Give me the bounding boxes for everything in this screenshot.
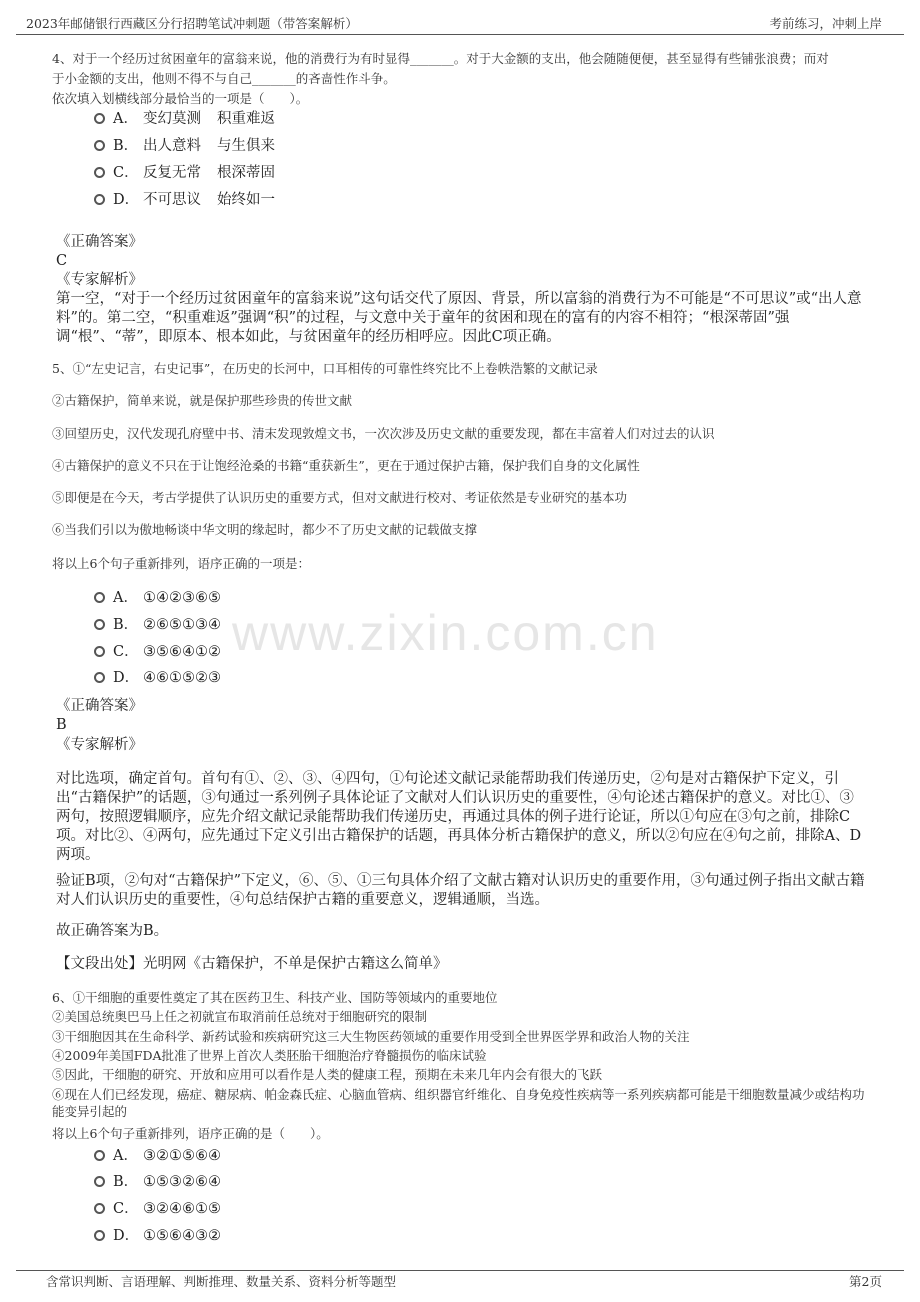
q6-option-b[interactable]: B． ①⑤③②⑥④ (92, 1172, 221, 1192)
q5-prompt: 将以上6个句子重新排列，语序正确的一项是： (52, 556, 310, 571)
q5-sentence-6: ⑥当我们引以为傲地畅谈中华文明的缘起时，都少不了历史文献的记载做支撑 (52, 522, 478, 537)
q5-analysis-paragraph-1: 对比选项，确定首句。首句有①、②、③、④四句，①句论述文献记录能帮助我们传递历史，②句是对古籍保护下定义，引出“古籍保护”的话题，③句通过一系列例子具体论证了文献对人们认识历史的重要性，④句论述古籍保护的意义。对比①、③两句，按照逻辑顺序，应先介绍文献记录能帮助我们传递历史，再通过具体的例子进行论证，所以①句应在③句之前，排除C项。对比②、④两句，应先通过下定义引出古籍保护的话题，再具体分析古籍保护的意义，所以②句应在④句之前，排除A、D两项。 (56, 771, 862, 863)
q5-sentence-1: 5、①“左史记言，右史记事”，在历史的长河中，口耳相传的可靠性终究比不上卷帙浩繁的文献记录 (52, 361, 598, 376)
radio-icon[interactable] (94, 619, 105, 630)
radio-icon[interactable] (94, 1203, 105, 1214)
q4-stem-line2: 于小金额的支出，他则不得不与自己_______的吝啬性作斗争。 (52, 71, 396, 86)
q5-analysis-label: 《专家解析》 (56, 737, 143, 753)
q5-sentence-5: ⑤即便是在今天，考古学提供了认识历史的重要方式，但对文献进行校对、考证依然是专业研究的基本功 (52, 490, 628, 505)
radio-icon[interactable] (94, 167, 105, 178)
q6-sentence-1: 6、①干细胞的重要性奠定了其在医药卫生、科技产业、国防等领域内的重要地位 (52, 990, 498, 1005)
q5-answer: B (56, 717, 67, 733)
page-header (0, 0, 920, 36)
radio-icon[interactable] (94, 1230, 105, 1241)
q4-option-c[interactable]: C． 反复无常 根深蒂固 (92, 163, 275, 183)
q4-option-d[interactable]: D． 不可思议 始终如一 (92, 190, 275, 210)
document-title: 2023年邮储银行西藏区分行招聘笔试冲刺题（带答案解析） (26, 16, 358, 31)
q6-sentence-6: ⑥现在人们已经发现，癌症、糖尿病、帕金森氏症、心脑血管病、组织器官纤维化、自身免疫性疾病等一系列疾病都可能是干细胞数量减少或结构功能变异引起的 (52, 1087, 865, 1119)
radio-icon[interactable] (94, 194, 105, 205)
watermark: www.zixin.com.cn (232, 605, 659, 661)
q4-stem-line1: 4、对于一个经历过贫困童年的富翁来说，他的消费行为有时显得_______。对于大金额的支出，他会随随便便，甚至显得有些铺张浪费；而对 (52, 51, 829, 66)
q6-sentence-4: ④2009年美国FDA批准了世界上首次人类胚胎干细胞治疗脊髓损伤的临床试验 (52, 1048, 487, 1063)
radio-icon[interactable] (94, 1176, 105, 1187)
q4-answer: C (56, 253, 68, 269)
q4-analysis: 第一空，“对于一个经历过贫困童年的富翁来说”这句话交代了原因、背景，所以富翁的消费行为不可能是“不可思议”或“出人意料”的。第二空，“积重难返”强调“积”的过程，与文意中关于童年的贫困和现在的富有的内容不相符；“根深蒂固”强调“根”、“蒂”，即原本、根本如此，与贫困童年的经历相呼应。因此C项正确。 (56, 291, 862, 345)
radio-icon[interactable] (94, 113, 105, 124)
q6-option-d[interactable]: D． ①⑤⑥④③② (92, 1226, 221, 1246)
radio-icon[interactable] (94, 592, 105, 603)
q5-option-b[interactable]: B． ②⑥⑤①③④ (92, 615, 221, 635)
q5-sentence-4: ④古籍保护的意义不只在于让饱经沧桑的书籍“重获新生”，更在于通过保护古籍，保护我们自身的文化属性 (52, 458, 640, 473)
page-number: 第2页 (849, 1274, 882, 1289)
q5-option-c[interactable]: C． ③⑤⑥④①② (92, 642, 221, 662)
q5-sentence-3: ③回望历史，汉代发现孔府壁中书、清末发现敦煌文书，一次次涉及历史文献的重要发现，都在丰富着人们对过去的认识 (52, 426, 715, 441)
radio-icon[interactable] (94, 1150, 105, 1161)
footer-categories: 含常识判断、言语理解、判断推理、数量关系、资料分析等题型 (46, 1274, 397, 1289)
q6-sentence-2: ②美国总统奥巴马上任之初就宣布取消前任总统对于细胞研究的限制 (52, 1009, 428, 1024)
q5-answer-label: 《正确答案》 (56, 698, 143, 714)
radio-icon[interactable] (94, 646, 105, 657)
q4-answer-label: 《正确答案》 (56, 234, 143, 250)
q5-option-a[interactable]: A． ①④②③⑥⑤ (92, 588, 221, 608)
q5-conclusion: 故正确答案为B。 (56, 923, 169, 939)
q5-option-d[interactable]: D． ④⑥①⑤②③ (92, 668, 221, 688)
q5-source: 【文段出处】光明网《古籍保护，不单是保护古籍这么简单》 (56, 956, 448, 972)
q6-sentence-5: ⑤因此，干细胞的研究、开放和应用可以看作是人类的健康工程，预期在未来几年内会有很大的飞跃 (52, 1067, 603, 1082)
radio-icon[interactable] (94, 140, 105, 151)
q6-sentence-3: ③干细胞因其在生命科学、新药试验和疾病研究这三大生物医药领域的重要作用受到全世界医学界和政治人物的关注 (52, 1029, 690, 1044)
q4-option-a[interactable]: A． 变幻莫测 积重难返 (92, 109, 275, 129)
q6-option-c[interactable]: C． ③②④⑥①⑤ (92, 1199, 221, 1219)
q4-analysis-label: 《专家解析》 (56, 272, 143, 288)
q5-analysis-paragraph-2: 验证B项，②句对“古籍保护”下定义，⑥、⑤、①三句具体介绍了文献古籍对认识历史的重要作用，③句通过例子指出文献古籍对人们认识历史的重要性，④句总结保护古籍的重要意义，逻辑通顺，当选。 (56, 873, 865, 908)
q4-stem-line3: 依次填入划横线部分最恰当的一项是（ ）。 (52, 91, 309, 106)
radio-icon[interactable] (94, 672, 105, 683)
header-slogan: 考前练习，冲刺上岸 (769, 16, 882, 31)
footer-divider (16, 1270, 904, 1271)
q4-option-b[interactable]: B． 出人意料 与生俱来 (92, 136, 275, 156)
header-divider (16, 34, 904, 35)
q6-prompt: 将以上6个句子重新排列，语序正确的是（ ）。 (52, 1126, 329, 1141)
q6-option-a[interactable]: A． ③②①⑤⑥④ (92, 1146, 221, 1166)
q5-sentence-2: ②古籍保护，简单来说，就是保护那些珍贵的传世文献 (52, 393, 353, 408)
